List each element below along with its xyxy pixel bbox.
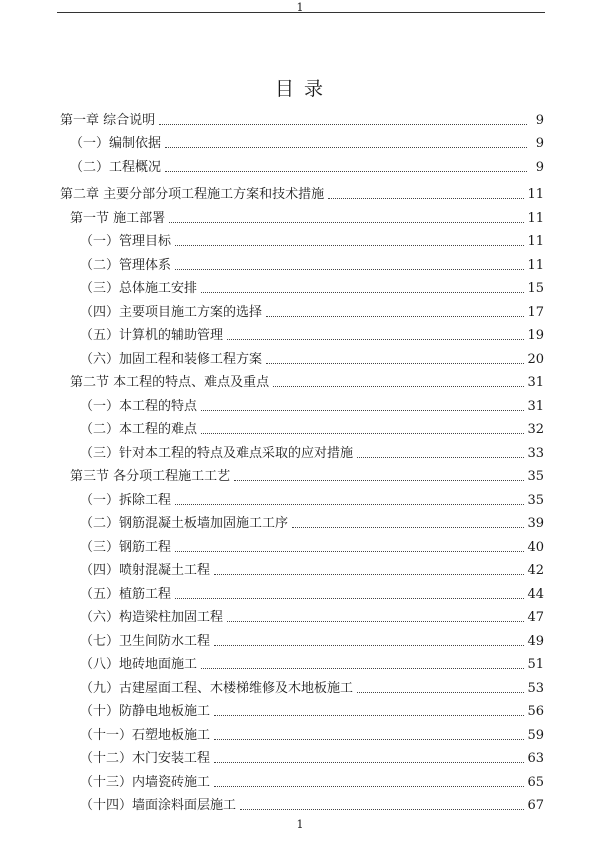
toc-leader [328,198,524,199]
toc-leader [214,715,524,716]
toc-leader [266,316,524,317]
toc-leader [169,222,524,223]
toc-leader [175,245,524,246]
toc-entry-page: 11 [527,210,544,226]
toc-entry[interactable] [60,437,544,461]
toc-entry[interactable] [60,414,544,438]
toc-entry[interactable] [60,179,544,203]
toc-entry-label: （二）管理体系 [80,257,172,273]
toc-leader [201,292,524,293]
toc-entry-page: 32 [527,422,544,437]
toc-entry-label: （一）本工程的特点 [80,398,198,414]
toc-title: 目 录 [274,78,326,100]
toc-entry-label: （十三）内墙瓷砖施工 [80,774,211,790]
toc-leader [214,739,524,740]
toc-entry-label: （八）地砖地面施工 [80,657,198,672]
toc-entry-label: （七）卫生间防水工程 [80,633,211,649]
toc-entry-page: 39 [527,516,544,531]
toc-leader [273,386,524,387]
toc-entry[interactable] [60,672,544,696]
toc-leader [292,527,524,528]
toc-leader [201,410,524,411]
toc-leader [214,574,524,575]
toc-entry[interactable] [60,602,544,626]
toc-leader [214,645,524,646]
toc-entry[interactable] [60,128,544,152]
toc-leader [357,457,524,458]
toc-entry-page: 44 [527,586,544,602]
toc-leader [227,621,524,622]
toc-entry-label: （十四）墙面涂料面层施工 [80,798,237,813]
toc-entry-label: （二）钢筋混凝土板墙加固施工工序 [80,516,289,531]
toc-entry[interactable] [60,390,544,414]
toc-entry-page: 47 [527,610,544,625]
toc-leader [214,762,524,763]
toc-entry-page: 67 [527,798,544,813]
toc-leader [201,668,524,669]
toc-entry-label: （十一）石塑地板施工 [80,727,211,743]
toc-entry[interactable] [60,696,544,720]
toc-entry[interactable] [60,296,544,320]
toc-entry[interactable] [60,743,544,767]
toc-entry-label: （十二）木门安装工程 [80,751,211,766]
toc-leader [159,124,527,125]
toc-leader [227,339,524,340]
toc-entry-label: （五）计算机的辅助管理 [80,328,224,343]
toc-entry-page: 9 [535,136,544,151]
toc-entry-page: 33 [527,445,544,461]
toc-entry[interactable] [60,104,544,128]
toc-entry-page: 11 [527,234,544,249]
toc-entry-label: （三）钢筋工程 [80,539,172,555]
toc-entry-label: （六）加固工程和装修工程方案 [80,351,263,367]
toc-entry-page: 51 [527,657,544,672]
toc-leader [201,433,524,434]
toc-entry[interactable] [60,151,544,175]
toc-entry-page: 15 [527,281,544,296]
toc-entry-page: 9 [535,112,544,128]
toc-entry-label: 第三节 各分项工程施工工艺 [70,469,231,484]
toc-entry-label: （二）工程概况 [70,159,162,175]
table-of-contents [60,104,544,813]
toc-entry[interactable] [60,202,544,226]
toc-entry-page: 63 [527,751,544,766]
toc-leader [234,480,524,481]
toc-entry-label: 第二章 主要分部分项工程施工方案和技术措施 [60,187,325,202]
toc-entry-page: 11 [527,187,544,202]
toc-entry[interactable] [60,226,544,250]
toc-leader [175,504,524,505]
header-page-number: 1 [296,1,304,14]
toc-entry-label: （一）拆除工程 [80,492,172,508]
toc-entry[interactable] [60,766,544,790]
toc-entry-label: （三）总体施工安排 [80,281,198,296]
header-rule [57,12,545,13]
toc-entry-label: （三）针对本工程的特点及难点采取的应对措施 [80,445,354,461]
toc-leader [175,598,524,599]
toc-entry[interactable] [60,649,544,673]
toc-entry-page: 17 [527,304,544,320]
toc-entry[interactable] [60,578,544,602]
toc-entry-label: （四）主要项目施工方案的选择 [80,304,263,320]
toc-entry-label: （五）植筋工程 [80,586,172,602]
toc-entry-label: （四）喷射混凝土工程 [80,563,211,578]
toc-entry-label: （一）编制依据 [70,136,162,151]
toc-entry-page: 56 [527,704,544,719]
toc-entry-page: 31 [527,375,544,390]
toc-leader [175,269,524,270]
toc-entry[interactable] [60,625,544,649]
toc-entry[interactable] [60,343,544,367]
toc-entry[interactable] [60,249,544,273]
toc-entry-label: （十）防静电地板施工 [80,704,211,719]
toc-leader [214,786,524,787]
toc-entry[interactable] [60,367,544,391]
toc-entry[interactable] [60,484,544,508]
toc-entry-page: 35 [527,492,544,508]
toc-entry[interactable] [60,719,544,743]
toc-entry[interactable] [60,555,544,579]
toc-entry[interactable] [60,273,544,297]
toc-leader [175,551,524,552]
toc-leader [165,147,527,148]
toc-entry[interactable] [60,790,544,814]
toc-entry[interactable] [60,320,544,344]
toc-entry-page: 65 [527,774,544,790]
toc-entry-label: （六）构造梁柱加固工程 [80,610,224,625]
toc-entry-page: 11 [527,257,544,273]
toc-entry-page: 49 [527,633,544,649]
toc-entry-page: 59 [527,727,544,743]
toc-leader [266,363,524,364]
toc-entry-label: 第二节 本工程的特点、难点及重点 [70,375,270,390]
toc-entry-label: （二）本工程的难点 [80,422,198,437]
toc-entry-page: 42 [527,563,544,578]
toc-entry-page: 19 [527,328,544,343]
toc-entry[interactable] [60,461,544,485]
toc-entry-label: 第一节 施工部署 [70,210,166,226]
toc-entry-page: 35 [527,469,544,484]
toc-entry[interactable] [60,508,544,532]
toc-entry-label: （九）古建屋面工程、木楼梯维修及木地板施工 [80,680,354,696]
footer-page-number: 1 [296,818,304,831]
toc-entry-page: 9 [535,159,544,175]
toc-entry[interactable] [60,531,544,555]
toc-entry-page: 40 [527,539,544,555]
toc-leader [357,692,524,693]
toc-entry-page: 31 [527,398,544,414]
toc-entry-label: 第一章 综合说明 [60,112,156,128]
toc-leader [165,171,527,172]
toc-entry-label: （一）管理目标 [80,234,172,249]
toc-leader [240,809,524,810]
toc-entry-page: 53 [527,680,544,696]
toc-entry-page: 20 [527,351,544,367]
